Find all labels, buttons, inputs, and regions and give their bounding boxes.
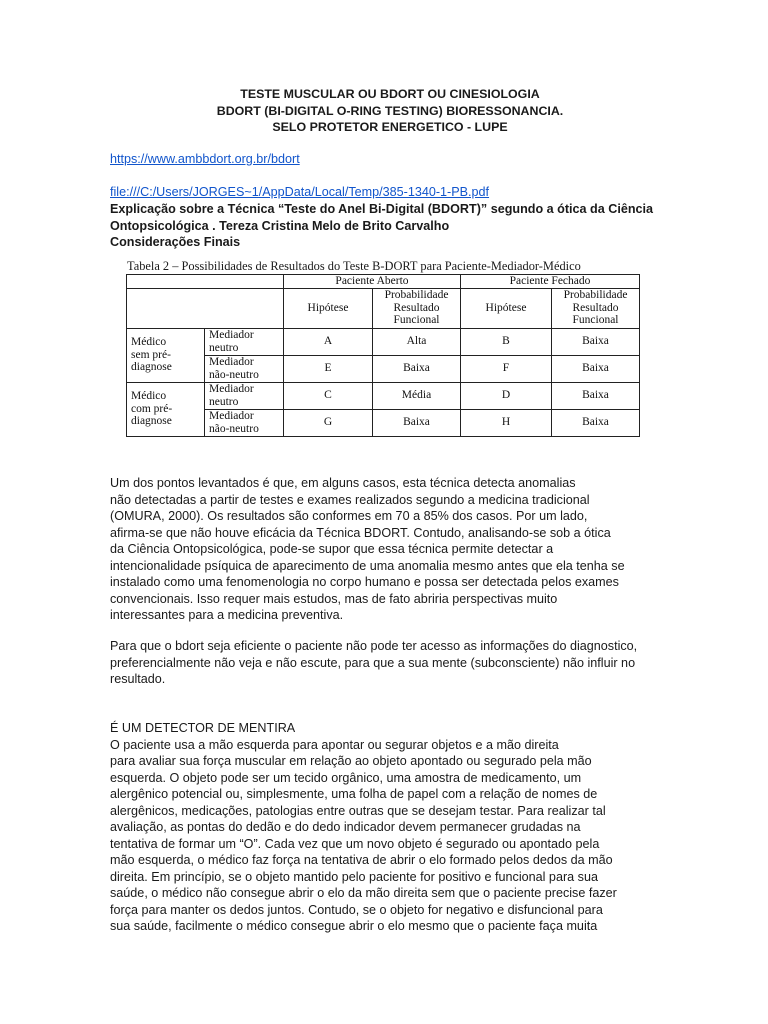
text-line: direita. Em princípio, se o objeto mantido pelo paciente for positivo e funcional para sua: [110, 869, 598, 884]
text-line: Um dos pontos levantados é que, em alguns casos, esta técnica detecta anomalias: [110, 476, 576, 490]
mediator-neutral-label: [205, 328, 284, 355]
cell-closed-hypothesis: B: [461, 328, 552, 355]
text-line: O paciente usa a mão esquerda para apontar ou segurar objetos e a mão direita: [110, 737, 559, 752]
col-probability-open: [373, 288, 461, 328]
col-probability-line: Probabilidade: [563, 289, 628, 302]
mediator-non-neutral-label: [205, 409, 284, 436]
cell-open-hypothesis: A: [284, 328, 373, 355]
table-corner-cell-2: [127, 288, 284, 328]
section-heading: É UM DETECTOR DE MENTIRA: [110, 721, 296, 735]
title-line-2: BDORT (BI-DIGITAL O-RING TESTING) BIORESSONANCIA.: [216, 103, 564, 118]
text-line: alergênico potencial ou, simplesmente, uma folha de papel com a relação de nomes de: [110, 787, 598, 801]
paragraph-findings: [110, 475, 670, 624]
cell-closed-hypothesis: F: [461, 355, 552, 382]
col-hypothesis-closed: Hipótese: [461, 288, 552, 328]
text-line: preferencialmente não veja e não escute, para que a sua mente (subconsciente) não influir no: [110, 655, 636, 670]
text-line: esquerda. O objeto pode ser um tecido orgânico, uma amostra de medicamento, um: [110, 770, 582, 785]
group-header-open: Paciente Aberto: [284, 275, 461, 289]
paragraph-lie-detector: [110, 720, 617, 935]
doctor-with-prediagnosis-label: [127, 382, 205, 436]
col-probability-line: Probabilidade: [384, 289, 449, 302]
mediator-label-line: Mediador: [209, 383, 254, 395]
mediator-label-line: Mediador: [209, 356, 254, 368]
mediator-label-line: Mediador: [209, 329, 254, 341]
col-probability-line: Funcional: [393, 314, 440, 327]
text-line: mão esquerda, o médico faz força na tentativa de abrir o elo formado pelos dedos da mão: [110, 853, 613, 867]
title-line-3: SELO PROTETOR ENERGETICO - LUPE: [272, 120, 508, 134]
doctor-label-line: diagnose: [131, 361, 172, 374]
mediator-label-line: não-neutro: [209, 368, 259, 381]
intro-line-2: Ontopsicológica . Tereza Cristina Melo de Brito Carvalho: [110, 218, 450, 233]
group-header-closed: Paciente Fechado: [461, 275, 640, 289]
text-line: afirma-se que não houve eficácia da Técnica BDORT. Contudo, analisando-se sob a ótica: [110, 525, 611, 540]
text-line: (OMURA, 2000). Os resultados são conformes em 70 a 85% dos casos. Por um lado,: [110, 509, 588, 523]
cell-closed-hypothesis: D: [461, 382, 552, 409]
cell-open-hypothesis: C: [284, 382, 373, 409]
text-line: sua saúde, facilmente o médico consegue abrir o elo mesmo que o paciente faça muita: [110, 919, 598, 933]
mediator-label-line: neutro: [209, 395, 239, 408]
col-probability-line: Resultado: [393, 301, 440, 314]
text-line: força para manter os dedos juntos. Contudo, se o objeto for negativo e disfuncional para: [110, 902, 603, 917]
intro-heading: [110, 201, 670, 251]
mediator-neutral-label: [205, 382, 284, 409]
results-table: [126, 274, 640, 437]
cell-open-probability: Baixa: [373, 355, 461, 382]
text-line: da Ciência Ontopsicológica, pode-se supor que essa técnica permite detectar a: [110, 542, 554, 556]
doctor-label-line: sem pré-: [131, 348, 171, 361]
ambbdort-link[interactable]: https://www.ambbdort.org.br/bdort: [110, 152, 300, 166]
cell-open-hypothesis: G: [284, 409, 373, 436]
intro-line-3: Considerações Finais: [110, 235, 241, 249]
mediator-label-line: não-neutro: [209, 422, 259, 435]
mediator-label-line: neutro: [209, 341, 239, 354]
table-caption: Tabela 2 – Possibilidades de Resultados do Teste B-DORT para Paciente-Mediador-Médico: [127, 259, 581, 273]
doctor-no-prediagnosis-label: [127, 328, 205, 382]
text-line: instalado como uma fenomenologia no corpo humano e possa ser detectada pelos exames: [110, 575, 619, 589]
col-hypothesis-open: Hipótese: [284, 288, 373, 328]
col-probability-line: Funcional: [572, 314, 619, 327]
text-line: Para que o bdort seja eficiente o paciente não pode ter acesso as informações do diagnostico,: [110, 639, 638, 653]
cell-closed-hypothesis: H: [461, 409, 552, 436]
document-title: [110, 86, 670, 136]
text-line: resultado.: [110, 672, 166, 686]
table-corner-cell: [127, 275, 284, 289]
cell-open-probability: Alta: [373, 328, 461, 355]
text-line: não detectadas a partir de testes e exames realizados segundo a medicina tradicional: [110, 492, 590, 507]
title-line-1: TESTE MUSCULAR OU BDORT OU CINESIOLOGIA: [240, 87, 540, 101]
table-row: [127, 328, 640, 355]
cell-closed-probability: Baixa: [552, 328, 640, 355]
cell-open-hypothesis: E: [284, 355, 373, 382]
doctor-label-line: com pré-: [131, 402, 173, 415]
col-probability-line: Resultado: [572, 301, 619, 314]
pdf-file-link[interactable]: file:///C:/Users/JORGES~1/AppData/Local/Temp/385-1340-1-PB.pdf: [110, 185, 490, 199]
paragraph-efficiency: [110, 638, 637, 688]
mediator-non-neutral-label: [205, 355, 284, 382]
text-line: alergênicos, medicações, patologias entre outras que se desejam testar. Para realizar tal: [110, 803, 606, 818]
cell-open-probability: Média: [373, 382, 461, 409]
doctor-label-line: Médico: [131, 336, 167, 349]
text-line: avaliação, as pontas do dedão e do dedo indicador devem permanecer grudadas na: [110, 820, 581, 834]
cell-closed-probability: Baixa: [552, 355, 640, 382]
mediator-label-line: Mediador: [209, 410, 254, 422]
cell-closed-probability: Baixa: [552, 409, 640, 436]
cell-open-probability: Baixa: [373, 409, 461, 436]
results-table-figure: [126, 259, 646, 437]
text-line: interessantes para a medicina preventiva.: [110, 608, 344, 622]
text-line: saúde, o médico não consegue abrir o elo da mão direita sem que o paciente precise fazer: [110, 886, 617, 900]
text-line: para avaliar sua força muscular em relação ao objeto apontado ou segurado pela mão: [110, 754, 592, 768]
col-probability-closed: [552, 288, 640, 328]
table-row: [127, 382, 640, 409]
doctor-label-line: Médico: [131, 390, 167, 403]
cell-closed-probability: Baixa: [552, 382, 640, 409]
text-line: tentativa de formar um “O”. Cada vez que um novo objeto é segurado ou apontado pela: [110, 836, 600, 851]
text-line: intencionalidade psíquica de aparecimento de uma anomalia mesmo antes que ela tenha se: [110, 558, 625, 573]
intro-line-1: Explicação sobre a Técnica “Teste do Anel Bi-Digital (BDORT)” segundo a ótica da Ciência: [110, 202, 654, 216]
text-line: convencionais. Isso requer mais estudos, mas de fato abriria perspectivas muito: [110, 591, 558, 606]
doctor-label-line: diagnose: [131, 415, 172, 428]
